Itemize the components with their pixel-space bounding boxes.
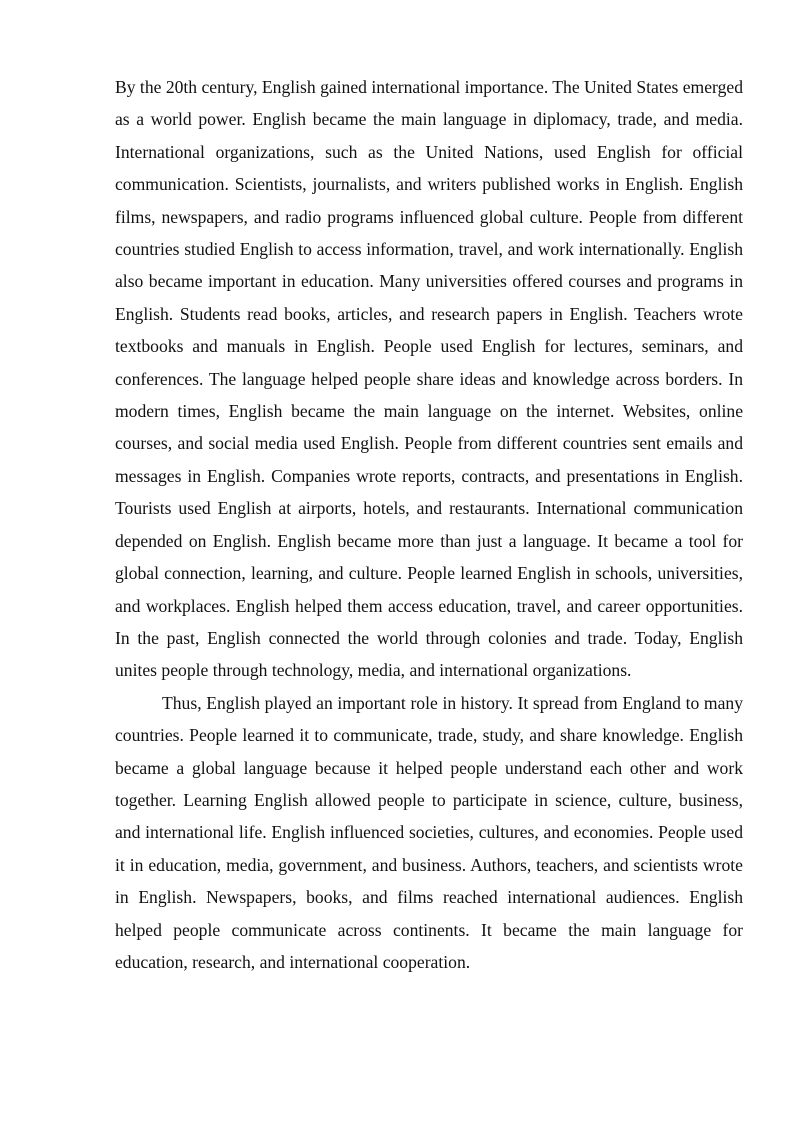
- document-body: [115, 71, 743, 978]
- paragraph-conclusion: Thus, English played an important role in history. It spread from England to many countries. People learned it to communicate, trade, study, and share knowledge. English became a global language because it helped people understand each other and work together. Learning English allowed people to participate in science, culture, business, and international life. English influenced societies, cultures, and economies. People used it in education, media, government, and business. Authors, teachers, and scientists wrote in English. Newspapers, books, and films reached international audiences. English helped people communicate across continents. It became the main language for education, research, and international cooperation.: [115, 692, 743, 972]
- paragraph-english-international-importance: By the 20th century, English gained international importance. The United States emerged as a world power. English became the main language in diplomacy, trade, and media. International organizations, such as the United Nations, used English for official communication. Scientists, journalists, and writers published works in English. English films, newspapers, and radio programs influenced global culture. People from different countries studied English to access information, travel, and work internationally. English also became important in education. Many universities offered courses and programs in English. Students read books, articles, and research papers in English. Teachers wrote textbooks and manuals in English. People used English for lectures, seminars, and conferences. The language helped people share ideas and knowledge across borders. In modern times, English became the main language on the internet. Websites, online courses, and social media used English. People from different countries sent emails and messages in English. Companies wrote reports, contracts, and presentations in English. Tourists used English at airports, hotels, and restaurants. International communication depended on English. English became more than just a language. It became a tool for global connection, learning, and culture. People learned English in schools, universities, and workplaces. English helped them access education, travel, and career opportunities. In the past, English connected the world through colonies and trade. Today, English unites people through technology, media, and international organizations.: [115, 77, 743, 681]
